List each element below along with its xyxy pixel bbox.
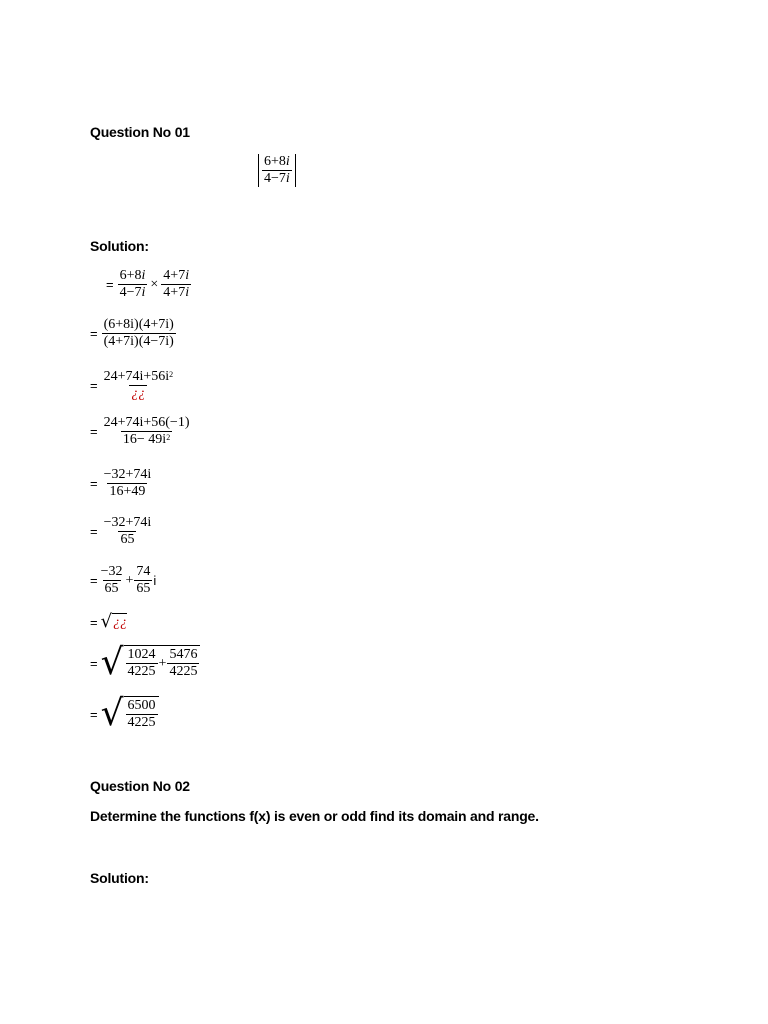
question-1-expression — [258, 154, 296, 187]
square-root: √ $\frac{1024}{4225}$ + $\frac{5476}{4225}$ — [101, 645, 201, 681]
square-root: √ $\frac{6500}{4225}$ — [101, 696, 159, 732]
solution-1-title: Solution: — [90, 238, 149, 254]
step-3: = $\frac{24+74i+56i^2}{¿¿}$ — [90, 369, 174, 401]
step-1: = $\frac{6+8i}{4-7i}$ × $\frac{4+7i}{4+7i}$ — [106, 268, 190, 300]
question-2-title: Question No 02 — [90, 778, 190, 794]
step-9: = √ $\frac{1024}{4225}$ + $\frac{5476}{4225}$ — [90, 645, 200, 681]
step-8: = √ ¿¿ — [90, 611, 128, 632]
question-2-text: Determine the functions f(x) is even or odd find its domain and range. — [90, 808, 539, 824]
square-root: √ ¿¿ — [100, 611, 128, 632]
step-6: = $\frac{-32+74i}{65}$ — [90, 515, 152, 547]
step-2: = $\frac{(6+8i)(4+7i)}{(4+7i)(4-7i)}$ — [90, 317, 174, 349]
step-10: = √ $\frac{6500}{4225}$ — [90, 696, 159, 732]
absolute-value — [258, 154, 296, 187]
step-7: = $\frac{-32}{65}$ + $\frac{74}{65}$ i — [90, 564, 157, 596]
step-5: = $\frac{-32+74i}{16+49}$ — [90, 467, 152, 499]
solution-2-title: Solution: — [90, 870, 149, 886]
fraction: $\frac{6+8i}{4-7i}$ — [264, 154, 290, 186]
step-4: = $\frac{24+74i+56(-1)}{16- 49i^2}$ — [90, 415, 190, 447]
question-1-title: Question No 01 — [90, 124, 190, 140]
